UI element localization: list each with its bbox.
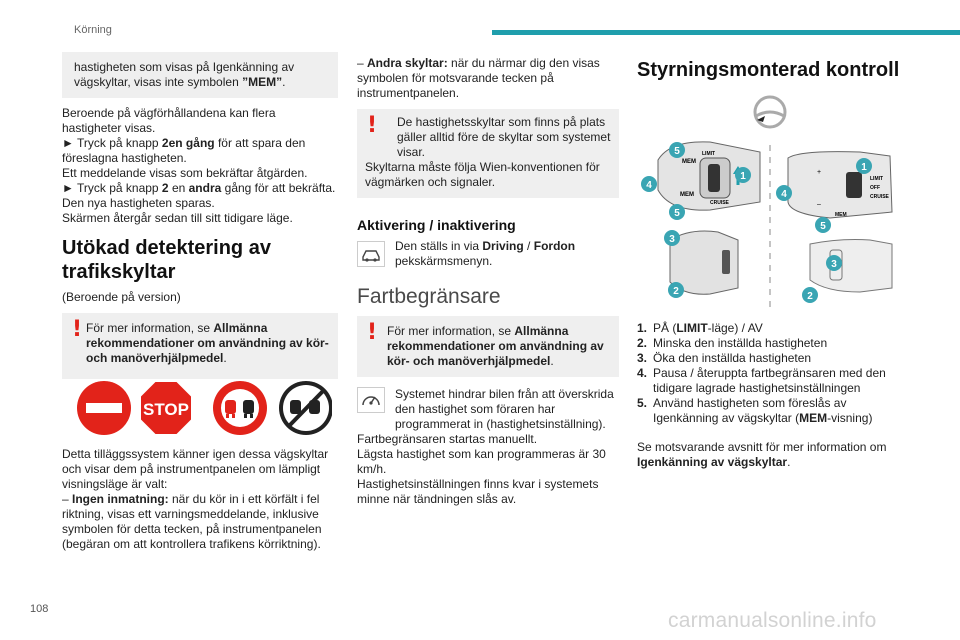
stop-sign-text: STOP	[143, 400, 189, 419]
svg-text:LIMIT: LIMIT	[702, 151, 716, 157]
legend-item: 4. Pausa / återuppta fartbegränsaren med den tidigare lagrade hastighetsinställningen	[637, 366, 886, 395]
heading-extended-detection: Utökad detektering av trafikskyltar	[62, 237, 271, 283]
svg-text:5: 5	[674, 208, 680, 219]
svg-text:2: 2	[673, 286, 679, 297]
column-1-bottom: Detta tilläggssystem känner igen dessa vägskyltar och visar dem på instrumentpanelen om lämpligt visningsläge är valt: – Ingen inmatning: när du kör in i ett körfält i fel riktning, visas ett varningsmeddelande, inklusive symbolen för detta tecken, på instrumentpanelen (begäran om att kontrollera trafikens körriktning).	[62, 447, 329, 551]
svg-text:MEM: MEM	[682, 159, 696, 165]
svg-text:5: 5	[674, 146, 680, 157]
no-overtaking-sign-icon	[213, 381, 267, 435]
activation-info: Den ställs in via Driving / Fordon pekskärmsmenyn.	[357, 239, 619, 271]
svg-text:3: 3	[831, 259, 837, 270]
control-legend-list	[637, 321, 899, 426]
svg-text:CRUISE: CRUISE	[870, 194, 889, 200]
memory-instructions: Beroende på vägförhållandena kan flera hastigheter visas. ► Tryck på knapp 2en gång för att spara den föreslagna hastigheten. Ett meddelande visas som bekräftar åtgärden. ► Tryck på knapp 2 en andra gång för att bekräfta. Den nya hastigheten sparas. Skärmen återgår sedan till sitt tidigare läge.	[62, 106, 336, 225]
heading-speed-limiter: Fartbegränsare	[357, 285, 501, 308]
warning-note: ! För mer information, se Allmänna rekommendationer om användning av kör- och manöverhjälpmedel.	[62, 313, 338, 379]
heading-steering-control: Styrningsmonterad kontroll	[637, 59, 900, 81]
svg-text:+: +	[817, 169, 822, 176]
svg-text:3: 3	[669, 234, 675, 245]
column-1	[62, 52, 338, 379]
no-entry-sign-icon	[77, 381, 131, 435]
svg-text:4: 4	[646, 180, 652, 191]
steering-wheel-icon	[755, 97, 785, 127]
car-icon	[357, 241, 385, 267]
warning-note-signs: ! De hastighetsskyltar som finns på plats gäller alltid före de skyltar som systemet visar. Skyltarna måste följa Wien-konventionen för vägmärken och signaler.	[357, 109, 619, 198]
legend-item: 3. Öka den inställda hastigheten	[637, 351, 812, 365]
watermark: carmanualsonline.info	[668, 609, 877, 632]
legend-item: 5. Använd hastigheten som föreslås av Igenkänning av vägskyltar (MEM-visning)	[637, 396, 873, 425]
svg-text:LIMIT: LIMIT	[870, 176, 884, 182]
svg-text:2: 2	[807, 291, 813, 302]
svg-text:5: 5	[820, 221, 826, 232]
end-no-overtaking-sign-icon	[279, 381, 332, 435]
section-accent-bar	[492, 30, 960, 35]
warning-note-limiter: ! För mer information, se Allmänna rekommendationer om användning av kör- och manöverhjälpmedel.	[357, 316, 619, 377]
right-stalk-end-icon	[810, 240, 892, 293]
legend-item: 2. Minska den inställda hastigheten	[637, 336, 828, 350]
svg-text:1: 1	[740, 171, 746, 182]
traffic-signs-row	[76, 378, 332, 440]
legend-item: 1. PÅ (LIMIT-läge) / AV	[637, 321, 763, 335]
limiter-info: Systemet hindrar bilen från att överskrida den hastighet som föraren har programmerat in (hastighetsinställning). Fartbegränsaren startas manuellt. Lägsta hastighet som kan programmeras är 30 km/h. Hastighetsinställningen finns kvar i systemets minne när tändningen slås av.	[357, 387, 614, 506]
right-stalk-side-icon	[788, 152, 892, 218]
note-continued: hastigheten som visas på Igenkänning av vägskyltar, visas inte symbolen ”MEM”.	[62, 52, 338, 98]
heading-activation: Aktivering / inaktivering	[357, 217, 516, 233]
version-note: (Beroende på version)	[62, 290, 181, 304]
svg-text:1: 1	[861, 162, 867, 173]
svg-text:MEM: MEM	[680, 192, 694, 198]
svg-text:CRUISE: CRUISE	[710, 200, 729, 206]
warning-icon: !	[367, 320, 378, 345]
warning-icon: !	[72, 317, 83, 342]
column-2: – Andra skyltar: när du närmar dig den visas symbolen för motsvarande tecken på instrumentpanelen. ! De hastighetsskyltar som finns på plats gäller alltid före de skyltar som systemet visar. Skyltarna måste följa Wien-konventionen för vägmärken och signaler. Aktivering / inaktivering Den ställs in via Driving / Fordon pekskärmsmenyn. Fartbegränsare ! För mer information, se Allmänna rekommendationer om användning av kör- och manöverhjälpmedel. Systemet hindrar bilen från att överskrida den hastighet som föraren har programmerat in (hastighetsinställning). Fartbegränsaren startas manuellt. Lägsta hastighet som kan programmeras är 30 km/h. Hastighetsinställningen finns kvar i systemets minne när tändningen slås av.	[357, 56, 619, 507]
section-title: Körning	[74, 24, 112, 36]
svg-text:MEM: MEM	[835, 212, 847, 218]
svg-text:OFF: OFF	[870, 185, 880, 191]
page-number: 108	[30, 603, 49, 615]
control-legend: 1. PÅ (LIMIT-läge) / AV 2. Minska den inställda hastigheten 3. Öka den inställda hastigheten 4. Pausa / återuppta fartbegränsaren med den tidigare lagrade hastighetsinställningen 5. Använd hastigheten som föreslås av Igenkänning av vägskyltar (MEM-visning) Se motsvarande avsnitt för mer information om Igenkänning av vägskyltar.	[637, 321, 899, 470]
speedometer-icon	[357, 387, 385, 413]
warning-icon: !	[367, 113, 378, 138]
svg-text:4: 4	[781, 189, 787, 200]
svg-text:–: –	[817, 201, 821, 208]
steering-control-diagram	[630, 90, 910, 312]
stop-sign-icon	[140, 381, 192, 435]
